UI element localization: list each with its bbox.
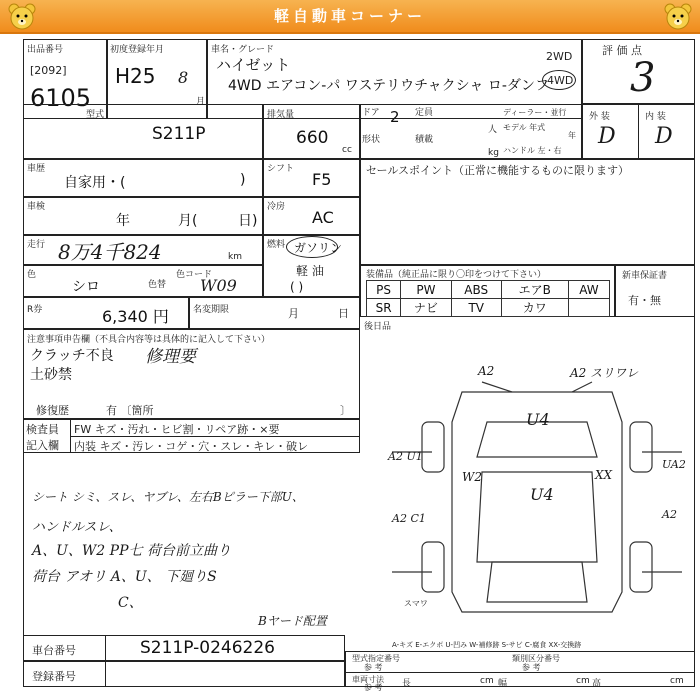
color-code-label: 色コード [176,270,213,280]
after-install-label: 後日品 [364,322,392,332]
handwritten-line4: 荷台 アオリ A、U、 下廻りS [32,569,217,585]
load-unit: kg [488,148,499,158]
chassis-divider [105,635,106,661]
displacement-unit: cc [342,145,352,155]
doors-value: 2 [390,108,400,126]
repair-label: 修復歴 [36,404,69,417]
shift-value: F5 [312,170,332,189]
ext-value: D [598,124,616,149]
handle-label: ハンドル 左・右 [503,146,562,155]
car-grade: 4WD エアコン-パ ワステリウチャクシャ ロ-ダンフ [228,78,550,94]
equip-aw: AW [568,281,609,299]
size-length: 長 [402,679,412,689]
score-value: 3 [630,55,656,101]
displacement-label: 排気量 [267,110,295,120]
mark-roof-u4: U4 [530,485,554,504]
drive-2wd: 2WD [546,50,573,63]
inspector-v-divider [70,419,71,453]
handwritten-bed: Bヤード配置 [258,614,327,628]
history-cell [23,159,263,197]
mileage-unit: km [228,252,242,262]
equip-pw: PW [401,281,451,299]
capacity-unit: 人 [488,125,498,135]
class-ref: 参 考 [522,663,541,672]
repair-value: 有 〔箇所 [106,404,154,417]
mark-hood-u4: U4 [526,410,550,429]
inspection-month: 月( [178,213,198,229]
capacity-label: 定員 [415,108,434,118]
inspection-label: 車検 [27,202,46,212]
mark-front-a2: A2 [478,364,495,378]
notes-line1: クラッチ不良 [30,348,114,364]
model-year-label: モデル 年式 [503,123,546,132]
reg-month-unit: 月 [196,97,206,107]
transfer-month: 月 [288,307,299,320]
model-cell [23,104,263,159]
transfer-label: 名変期限 [193,305,230,315]
equip-leather: カワ [501,299,568,317]
equip-airbag: エアB [501,281,568,299]
mark-front-right-a2: A2 スリワレ [570,366,639,380]
notes-label: 注意事項申告欄（不具合内容等は具体的に記入して下さい） [27,335,271,345]
mark-left-front-a2u1: A2 U1 [388,450,423,463]
fuel-paren: ( ) [290,280,304,294]
color-label: 色 [27,270,37,280]
type-ref: 参 考 [364,663,383,672]
score-label: 評 価 点 [602,44,642,57]
doors-label: ドア [362,108,380,118]
load-label: 積載 [415,135,434,145]
size-height-cm: cm [670,676,684,686]
inspector-row2: 内装 キズ・汚レ・コゲ・穴・スレ・キレ・破レ [74,440,309,453]
history-close: ) [240,172,246,188]
size-height: 高 [592,679,602,689]
reg-month: 8 [178,68,189,87]
damage-legend: A-キズ E-エクボ U-凹み W-補修跡 S-サビ C-腐食 XX-交換跡 [392,641,582,649]
bear-logo-icon [662,2,694,32]
history-value: 自家用・( [64,175,126,191]
registration-label: 登録番号 [32,670,76,683]
equip-ps: PS [367,281,401,299]
model-label: 型式 [86,110,105,120]
size-length-cm: cm [480,676,494,686]
car-name: ハイゼット [216,56,291,74]
mark-right-xx: XX [595,468,613,482]
mark-right-rear-a2: A2 [662,508,677,521]
size-width: 幅 [498,679,508,689]
ext-int-divider [638,104,639,159]
equip-blank [568,299,609,317]
color-code-value: W09 [200,276,237,295]
lot-number: 6105 [30,84,92,112]
equip-sr: SR [367,299,401,317]
fuel-diesel: 軽 油 [296,264,324,278]
reg-era: H25 [115,64,156,88]
year-unit: 年 [568,131,576,140]
type-label: 型式指定番号 [352,654,400,663]
notes-line1-handwritten: 修理要 [145,347,196,367]
ext-label: 外 装 [589,112,610,122]
int-value: D [655,124,673,149]
handwritten-line3: A、U、W2 PP七 荷台前立曲り [32,543,231,559]
color-change-label: 色替 [148,280,167,290]
size-width-cm: cm [576,676,590,686]
reg-label: 初度登録年月 [110,45,165,55]
mileage-label: 走行 [27,240,46,250]
recycle-value: 6,340 円 [102,307,169,326]
drive-4wd: 4WD [547,74,574,87]
new-warranty-value: 有・無 [628,294,661,307]
bear-logo-icon [6,2,38,32]
header-title: 軽自動車コーナー [273,7,426,25]
sales-point-label: セールスポイント（正常に機能するものに限ります） [366,164,630,177]
history-label: 車歴 [27,164,46,174]
fuel-label: 燃料 [267,240,286,250]
shift-label: シフト [267,164,295,174]
size-label: 車両寸法 [352,675,384,684]
mark-left-rear-a2c1: A2 C1 [392,512,426,525]
inspection-year: 年 [116,213,130,229]
chassis-label: 車台番号 [32,644,76,657]
shape-label: 形状 [362,135,381,145]
mark-sumawa: スマワ [404,599,428,608]
inspector-row1: FW キズ・汚れ・ヒビ割・リペア跡・×要 [74,423,280,436]
repair-close: 〕 [340,404,351,417]
new-warranty-label: 新車保証書 [622,271,668,281]
car-label: 車名・グレード [211,45,275,55]
int-label: 内 装 [645,112,666,122]
fuel-gas: ガソリン [294,241,343,255]
ac-label: 冷房 [267,202,286,212]
equipment-table [366,280,610,317]
dealer-label: ディーラー・並行 [503,108,567,117]
registration-divider [105,661,106,687]
ac-value: AC [312,208,334,227]
mark-left-w2: W2 [462,470,482,484]
displacement-value: 660 [296,128,329,148]
model-value: S211P [152,124,206,144]
inspector-label-2: 記入欄 [26,439,59,452]
color-value: シロ [72,279,100,295]
chassis-value: S211P-0246226 [140,638,275,658]
handwritten-line2: ハンドルスレ、 [32,520,122,535]
handwritten-line5: C、 [118,595,143,611]
mark-right-ua2: UA2 [662,458,686,471]
recycle-label: R券 [27,305,43,315]
inspection-day: 日) [238,213,258,229]
equip-abs: ABS [451,281,501,299]
lot-label: 出品番号 [27,45,64,55]
equip-tv: TV [451,299,501,317]
mileage-value: 8万4千824 [58,240,162,264]
handwritten-line1: シート シミ、スレ、ヤブレ、左右Bピラー下部U、 [32,490,304,504]
inspector-label-1: 検査員 [26,423,59,436]
equipment-label: 装備品（純正品に限り〇印をつけて下さい） [366,270,547,280]
transfer-day: 日 [338,307,349,320]
lot-sub-number: [2092] [30,64,67,77]
size-ref: 参 考 [364,683,383,692]
notes-line2: 土砂禁 [30,367,72,383]
footer-divider [345,672,695,673]
class-label: 類別区分番号 [512,654,560,663]
equip-navi: ナビ [401,299,451,317]
inspection-cell [23,197,263,235]
